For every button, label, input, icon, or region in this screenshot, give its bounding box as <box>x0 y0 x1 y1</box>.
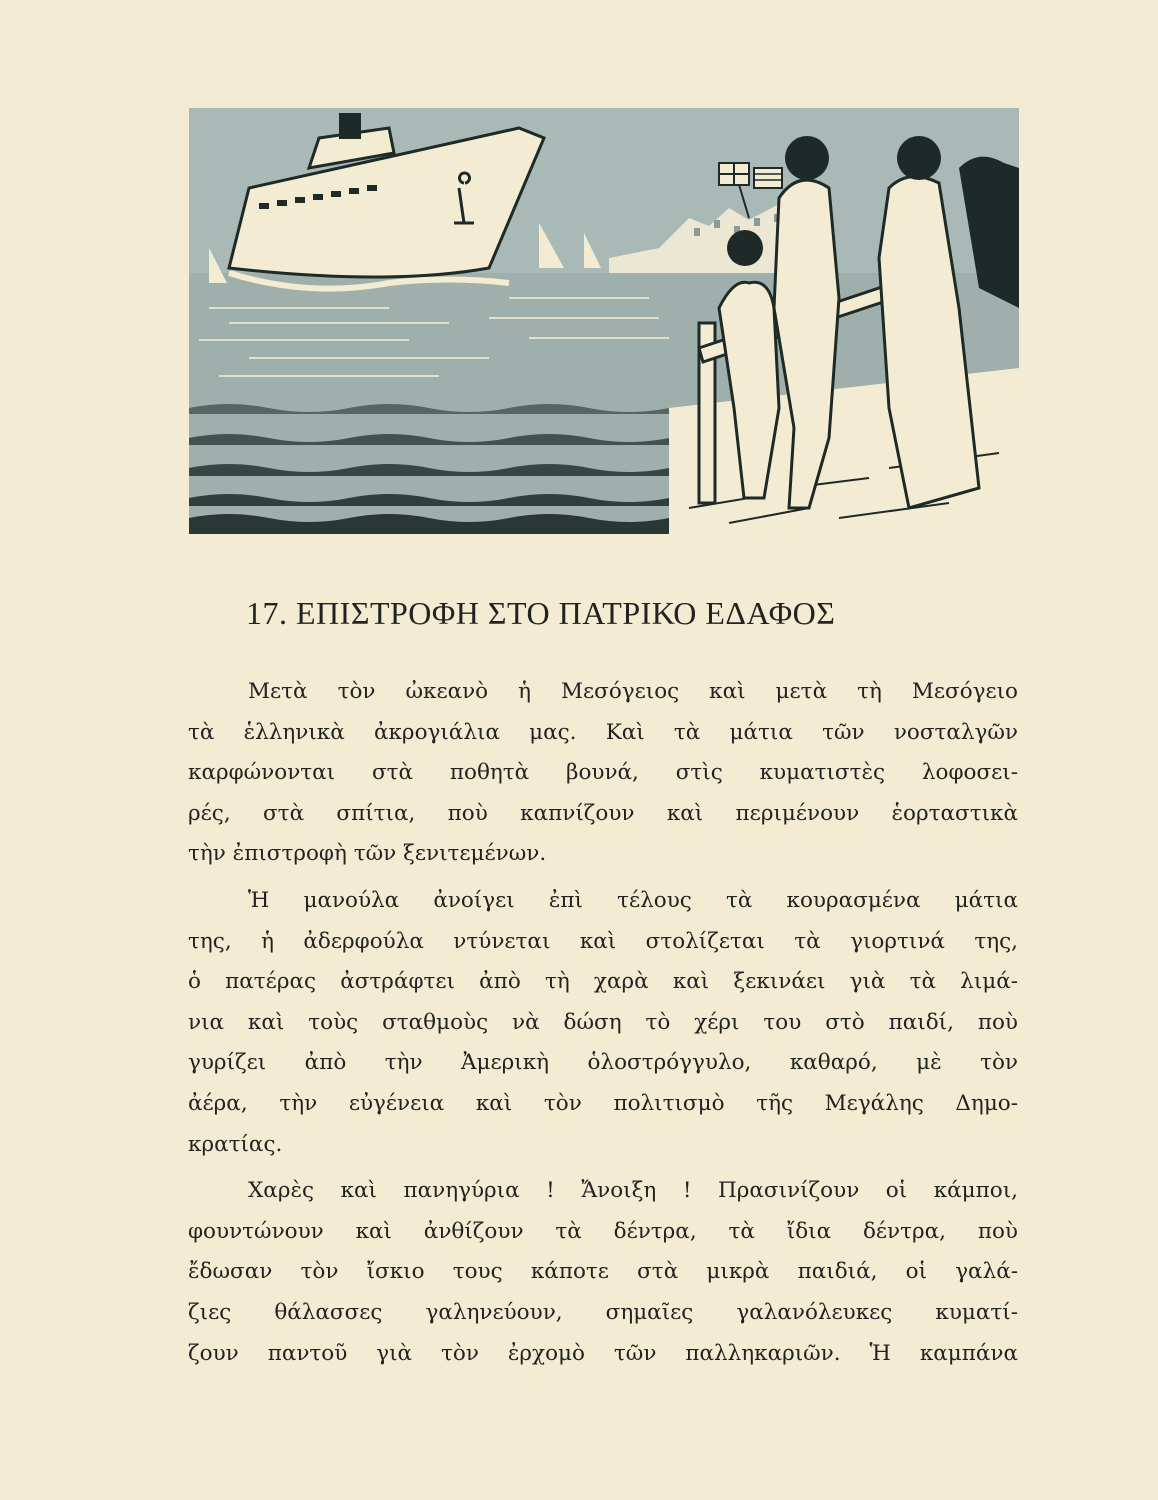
text-line: ζιες θάλασσες γαληνεύουν, σημαῖες γαλανόλευκες κυματί- <box>188 1299 1018 1325</box>
chapter-body <box>188 672 1018 1380</box>
text-line: νια καὶ τοὺς σταθμοὺς νὰ δώση τὸ χέρι του στὸ παιδί, ποὺ <box>188 1009 1018 1035</box>
text-line: φουντώνουν καὶ ἀνθίζουν τὰ δέντρα, τὰ ἴδια δέντρα, ποὺ <box>188 1218 1018 1244</box>
chapter-title: 17. ΕΠΙΣΤΡΟΦΗ ΣΤΟ ΠΑΤΡΙΚΟ ΕΔΑΦΟΣ <box>246 595 836 631</box>
text-line: Ἡ μανούλα ἀνοίγει ἐπὶ τέλους τὰ κουρασμένα μάτια <box>248 887 1018 913</box>
paragraph-3 <box>188 1171 1018 1374</box>
text-line: της, ἡ ἀδερφούλα ντύνεται καὶ στολίζεται τὰ γιορτινά της, <box>188 928 1018 954</box>
text-line: ἀέρα, τὴν εὐγένεια καὶ τὸν πολιτισμὸ τῆς Μεγάλης Δημο- <box>188 1090 1018 1116</box>
text-line: τὴν ἐπιστροφὴ τῶν ξενιτεμένων. <box>188 841 547 867</box>
text-line: ρές, στὰ σπίτια, ποὺ καπνίζουν καὶ περιμένουν ἑορταστικὰ <box>188 800 1018 826</box>
ship-arrival-illustration <box>189 108 1019 534</box>
text-line: ζουν παντοῦ γιὰ τὸν ἐρχομὸ τῶν παλληκαριῶν. Ἡ καμπάνα <box>188 1340 1018 1366</box>
text-line: κρατίας. <box>188 1131 283 1157</box>
text-line: Χαρὲς καὶ πανηγύρια ! Ἄνοιξη ! Πρασινίζουν οἱ κάμποι, <box>248 1178 1018 1204</box>
text-line: καρφώνονται στὰ ποθητὰ βουνά, στὶς κυματιστὲς λοφοσει- <box>188 760 1018 786</box>
text-line: γυρίζει ἀπὸ τὴν Ἀμερικὴ ὁλοστρόγγυλο, καθαρό, μὲ τὸν <box>188 1050 1018 1076</box>
text-line: ἔδωσαν τὸν ἴσκιο τους κάποτε στὰ μικρὰ παιδιά, οἱ γαλά- <box>188 1259 1018 1285</box>
paragraph-2 <box>188 881 1018 1165</box>
illustration-drawing <box>189 108 1019 534</box>
text-line: τὰ ἑλληνικὰ ἀκρογιάλια μας. Καὶ τὰ μάτια τῶν νοσταλγῶν <box>188 719 1018 745</box>
text-line: Μετὰ τὸν ὠκεανὸ ἡ Μεσόγειος καὶ μετὰ τὴ Μεσόγειο <box>248 679 1018 704</box>
text-line: ὁ πατέρας ἀστράφτει ἀπὸ τὴ χαρὰ καὶ ξεκινάει γιὰ τὰ λιμά- <box>188 969 1018 995</box>
paragraph-1 <box>188 672 1018 875</box>
